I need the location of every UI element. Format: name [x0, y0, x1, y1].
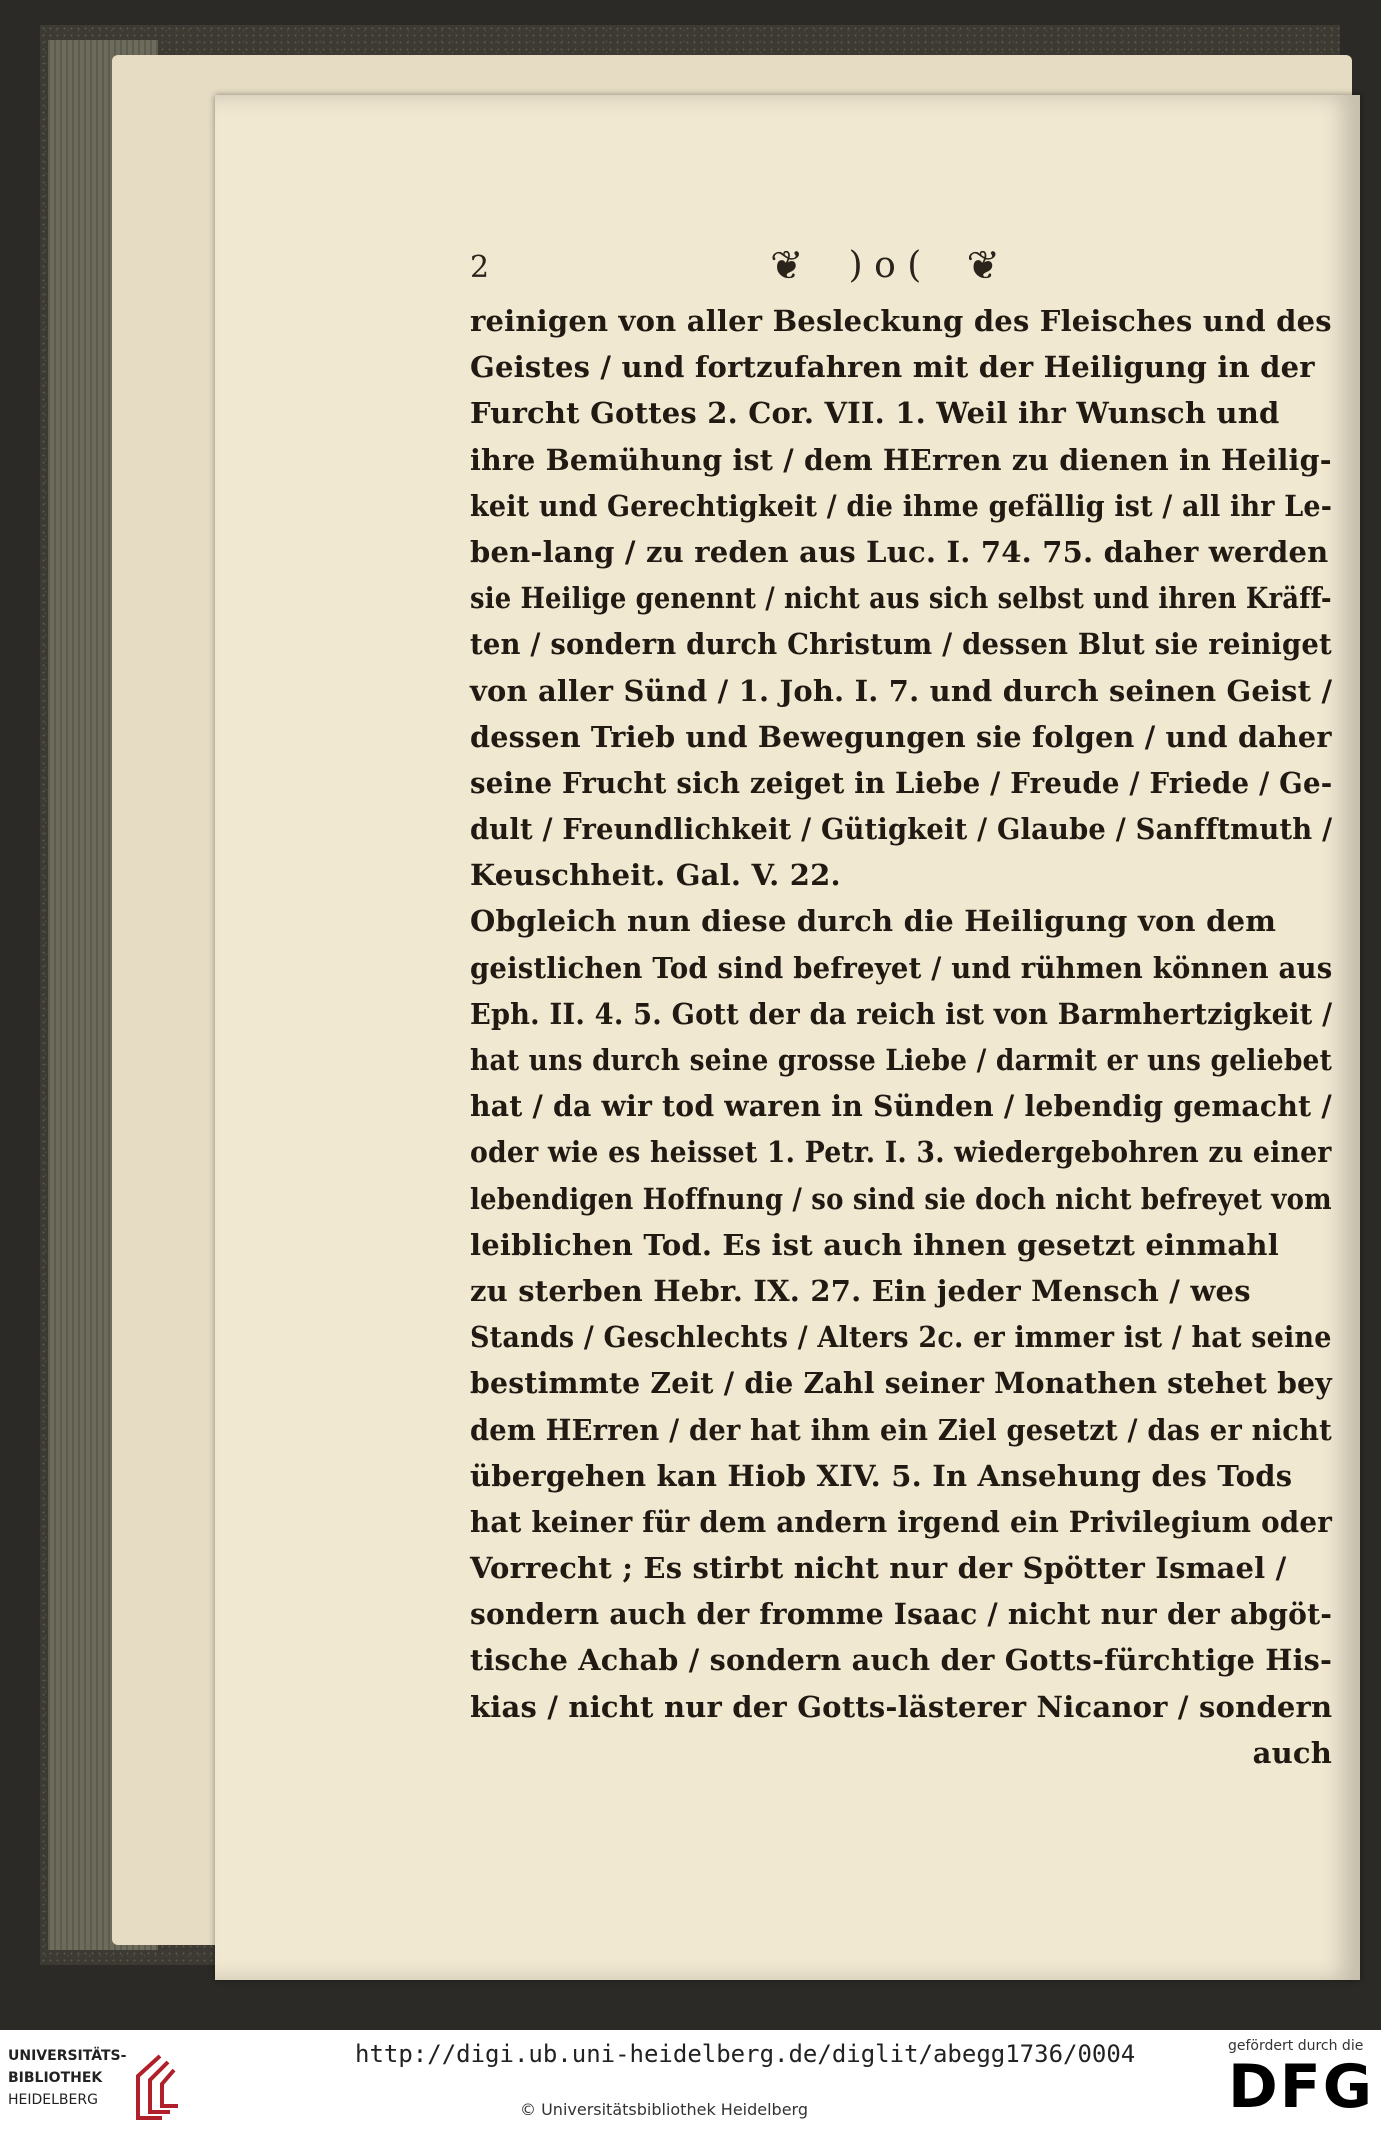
page-number: 2	[470, 250, 490, 285]
text-line: hat / da wir tod waren in Sünden / lebendig gemacht /	[470, 1089, 1332, 1124]
text-line: kias / nicht nur der Gotts-lästerer Nicanor / sondern	[470, 1689, 1333, 1724]
ornament-center: ) o (	[848, 245, 922, 286]
library-logo-icon	[132, 2052, 182, 2122]
text-line: hat uns durch seine grosse Liebe / darmit er uns geliebet	[470, 1043, 1333, 1077]
text-line: Keuschheit. Gal. V. 22.	[470, 858, 841, 893]
text-line: geistlichen Tod sind befreyet / und rühmen können aus	[470, 950, 1333, 985]
text-line: Obgleich nun diese durch die Heiligung von dem	[470, 904, 1277, 939]
fleuron-left-icon: ❦	[770, 243, 804, 289]
library-name-line2: BIBLIOTHEK	[8, 2070, 103, 2086]
viewer-footer	[0, 2030, 1381, 2134]
text-line: hat keiner für dem andern irgend ein Privilegium oder	[470, 1504, 1333, 1539]
text-line: bestimmte Zeit / die Zahl seiner Monathen stehet bey	[470, 1366, 1332, 1401]
dfg-logo: DFG	[1228, 2052, 1375, 2122]
text-line: zu sterben Hebr. IX. 27. Ein jeder Mensch / wes	[470, 1273, 1251, 1308]
text-line: übergehen kan Hiob XIV. 5. In Ansehung des Tods	[470, 1458, 1293, 1493]
text-line: dessen Trieb und Bewegungen sie folgen / und daher	[470, 719, 1332, 754]
text-line: keit und Gerechtigkeit / die ihme gefällig ist / all ihr Le-	[470, 488, 1333, 523]
text-line: ben-lang / zu reden aus Luc. I. 74. 75. daher werden	[470, 534, 1329, 569]
text-line: Vorrecht ; Es stirbt nicht nur der Spötter Ismael /	[470, 1551, 1287, 1586]
text-line: lebendigen Hoffnung / so sind sie doch nicht befreyet vom	[470, 1181, 1332, 1216]
text-line: tische Achab / sondern auch der Gotts-fürchtige His-	[470, 1643, 1333, 1678]
text-line: Furcht Gottes 2. Cor. VII. 1. Weil ihr Wunsch und	[470, 396, 1280, 431]
library-name-line3: HEIDELBERG	[8, 2092, 98, 2108]
text-line: Geistes / und fortzufahren mit der Heiligung in der	[470, 350, 1315, 385]
text-line: dult / Freundlichkeit / Gütigkeit / Glaube / Sanfftmuth /	[470, 812, 1333, 847]
text-line: Stands / Geschlechts / Alters 2c. er immer ist / hat seine	[470, 1320, 1332, 1355]
header-ornament	[770, 244, 1000, 288]
text-line: von aller Sünd / 1. Joh. I. 7. und durch seinen Geist /	[470, 673, 1333, 708]
text-line: dem HErren / der hat ihm ein Ziel gesetzt / das er nicht	[470, 1412, 1332, 1447]
fleuron-right-icon: ❦	[966, 243, 1000, 289]
text-line: sie Heilige genennt / nicht aus sich selbst und ihren Kräff-	[470, 581, 1332, 616]
text-line: Eph. II. 4. 5. Gott der da reich ist von Barmhertzigkeit /	[470, 996, 1333, 1031]
text-line: sondern auch der fromme Isaac / nicht nur der abgöt-	[470, 1597, 1333, 1632]
copyright-notice: © Universitätsbibliothek Heidelberg	[520, 2100, 809, 2119]
text-line: reinigen von aller Besleckung des Fleisches und des	[470, 304, 1332, 338]
text-line: oder wie es heisset 1. Petr. I. 3. wiedergebohren zu einer	[470, 1135, 1332, 1170]
page-text	[470, 298, 1332, 1776]
text-line: leiblichen Tod. Es ist auch ihnen gesetzt einmahl	[470, 1227, 1279, 1262]
text-line: ten / sondern durch Christum / dessen Blut sie reiniget	[470, 627, 1332, 662]
catchword: auch	[1252, 1735, 1332, 1770]
funding-caption: gefördert durch die	[1228, 2038, 1364, 2054]
permalink-url[interactable]: http://digi.ub.uni-heidelberg.de/diglit/abegg1736/0004	[355, 2040, 1136, 2068]
text-line: seine Frucht sich zeiget in Liebe / Freude / Friede / Ge-	[470, 765, 1333, 800]
text-line: ihre Bemühung ist / dem HErren zu dienen in Heilig-	[470, 442, 1332, 477]
library-name-line1: UNIVERSITÄTS-	[8, 2048, 127, 2064]
